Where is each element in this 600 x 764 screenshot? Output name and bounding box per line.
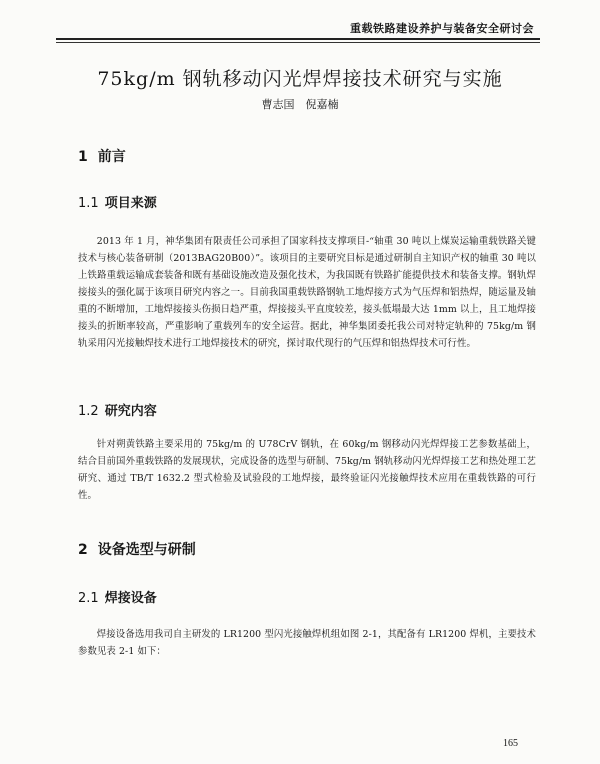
section-title: 设备选型与研制	[97, 542, 196, 558]
paper-authors: 曹志国 倪嘉楠	[261, 98, 339, 111]
header-rule-thin	[56, 42, 540, 43]
running-header: 重载铁路建设养护与装备安全研讨会	[350, 22, 534, 35]
subsection-number: 2.1	[78, 591, 99, 606]
subsection-heading-1-1	[78, 192, 157, 211]
subsection-number: 1.2	[78, 404, 99, 419]
paragraph-research-content: 针对朔黄铁路主要采用的 75kg/m 的 U78CrV 钢轨，在 60kg/m 钢移动闪光焊焊接工艺参数基础上，结合目前国外重载铁路的发展现状，完成设备的选型与研制、75kg/m 钢轨移动闪光焊焊接工艺和热处理工艺研究、通过 TB/T 1632.2 型式检验及试验段的工地焊接，最终验证闪光接触焊技术应用在重载铁路的可行性。	[78, 439, 536, 501]
subsection-heading-2-1	[78, 587, 157, 606]
subsection-number: 1.1	[78, 196, 99, 211]
subsection-title: 研究内容	[104, 404, 157, 419]
paragraph-project-source: 2013 年 1 月，神华集团有限责任公司承担了国家科技支撑项目-“轴重 30 吨以上煤炭运输重载铁路关键技术与核心装备研制（2013BAG20B00）”。该项目的主要研究目标是通过研制自主知识产权的轴重 30 吨以上铁路重载运输成套装备和既有基础设施改造及强化技术，为我国既有铁路扩能提供技术和装备支撑。钢轨焊接接头的强化属于该项目研究内容之一。目前我国重载铁路钢轨工地焊接方式为气压焊和铝热焊，随运量及轴重的不断增加，工地焊接接头伤损日趋严重，焊接接头平直度较差，接头低塌最大达 1mm 以上，且工地焊接接头的折断率较高，严重影响了重载列车的安全运营。据此，神华集团委托我公司对特定轨种的 75kg/m 钢轨采用闪光接触焊技术进行工地焊接技术的研究，探讨取代现行的气压焊和铝热焊技术可行性。	[78, 236, 536, 349]
section-heading-2	[78, 539, 196, 559]
subsection-title: 焊接设备	[104, 591, 157, 606]
section-heading-1	[78, 146, 126, 166]
header-rule	[56, 38, 540, 40]
section-number: 2	[78, 542, 88, 558]
section-title: 前言	[97, 149, 126, 165]
subsection-heading-1-2	[78, 400, 157, 419]
paper-title: 75kg/m 钢轨移动闪光焊焊接技术研究与实施	[97, 68, 503, 90]
section-number: 1	[78, 149, 88, 165]
subsection-title: 项目来源	[104, 196, 157, 211]
paragraph-welding-equipment: 焊接设备选用我司自主研发的 LR1200 型闪光接触焊机组如图 2-1，其配备有 LR1200 焊机，主要技术参数见表 2-1 如下：	[78, 629, 536, 657]
page-number: 165	[503, 738, 518, 749]
